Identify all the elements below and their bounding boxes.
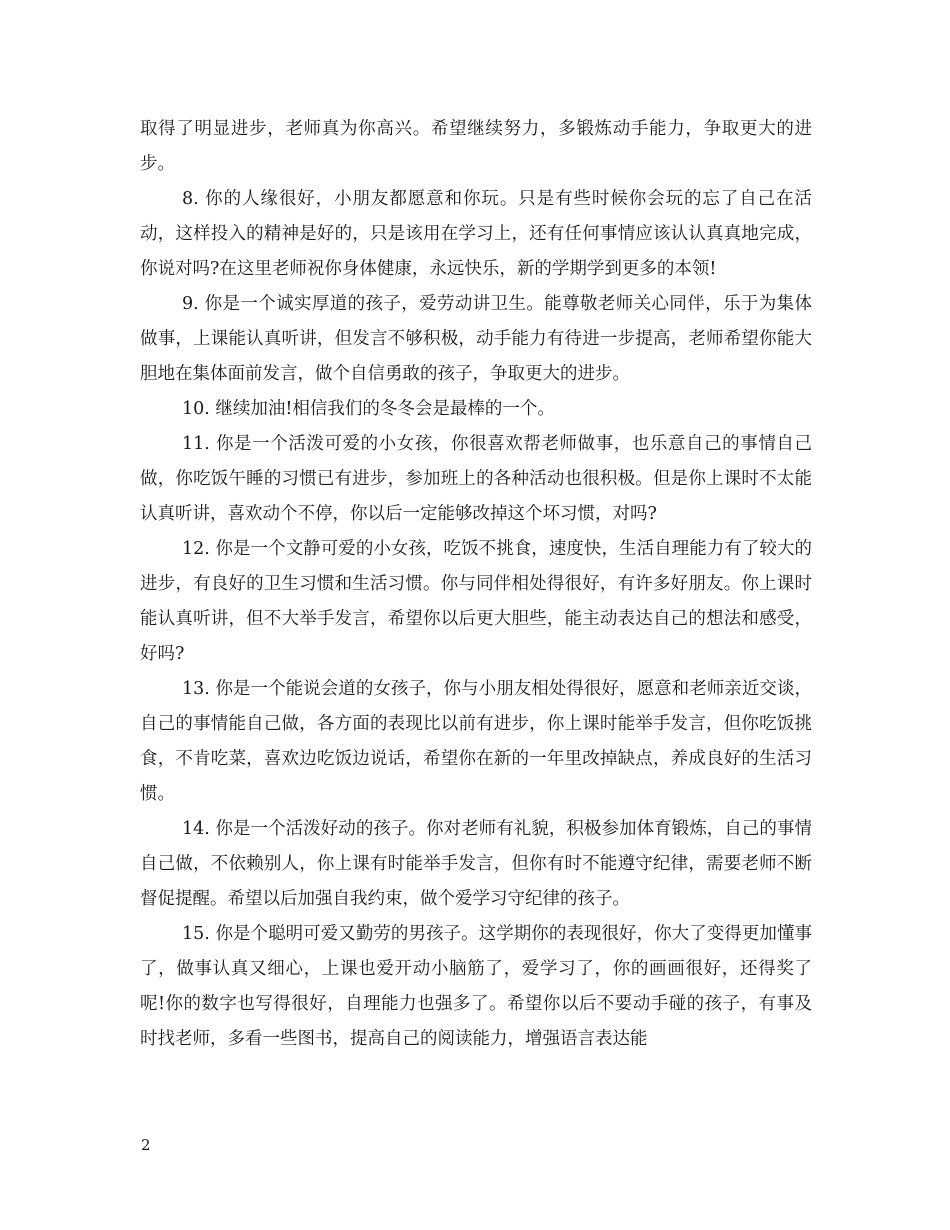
paragraph-item-8: 8. 你的人缘很好，小朋友都愿意和你玩。只是有些时候你会玩的忘了自己在活动，这样投入的精神是好的，只是该用在学习上，还有任何事情应该认认真真地完成，你说对吗?在这里老师祝你身体健康，永远快乐，新的学期学到更多的本领! — [140, 189, 812, 279]
paragraph-item-14: 14. 你是一个活泼好动的孩子。你对老师有礼貌，积极参加体育锻炼，自己的事情自己做，不依赖别人，你上课有时能举手发言，但你有时不能遵守纪律，需要老师不断督促提醒。希望以后加强自我约束，做个爱学习守纪律的孩子。 — [140, 819, 812, 909]
page-number: 2 — [141, 1136, 151, 1154]
paragraph-item-15: 15. 你是个聪明可爱又勤劳的男孩子。这学期你的表现很好，你大了变得更加懂事了，做事认真又细心，上课也爱开动小脑筋了，爱学习了，你的画画很好，还得奖了呢!你的数字也写得很好，自理能力也强多了。希望你以后不要动手碰的孩子，有事及时找老师，多看一些图书，提高自己的阅读能力，增强语言表达能 — [140, 924, 812, 1049]
paragraph-item-9: 9. 你是一个诚实厚道的孩子，爱劳动讲卫生。能尊敬老师关心同伴，乐于为集体做事，上课能认真听讲，但发言不够积极，动手能力有待进一步提高，老师希望你能大胆地在集体面前发言，做个自信勇敢的孩子，争取更大的进步。 — [140, 294, 812, 384]
paragraph-item-13: 13. 你是一个能说会道的女孩子，你与小朋友相处得很好，愿意和老师亲近交谈，自己的事情能自己做，各方面的表现比以前有进步，你上课时能举手发言，但你吃饭挑食，不肯吃菜，喜欢边吃饭边说话，希望你在新的一年里改掉缺点，养成良好的生活习惯。 — [140, 679, 812, 804]
paragraph-item-10: 10. 继续加油!相信我们的冬冬会是最棒的一个。 — [182, 399, 555, 419]
paragraph-item-11: 11. 你是一个活泼可爱的小女孩，你很喜欢帮老师做事，也乐意自己的事情自己做，你吃饭午睡的习惯已有进步，参加班上的各种活动也很积极。但是你上课时不太能认真听讲，喜欢动个不停，你以后一定能够改掉这个坏习惯，对吗? — [140, 434, 812, 524]
document-body — [140, 112, 812, 1057]
paragraph-continuation: 取得了明显进步，老师真为你高兴。希望继续努力，多锻炼动手能力，争取更大的进步。 — [140, 119, 812, 174]
paragraph-item-12: 12. 你是一个文静可爱的小女孩，吃饭不挑食，速度快，生活自理能力有了较大的进步，有良好的卫生习惯和生活习惯。你与同伴相处得很好，有许多好朋友。你上课时能认真听讲，但不大举手发言，希望你以后更大胆些，能主动表达自己的想法和感受，好吗? — [140, 539, 812, 664]
